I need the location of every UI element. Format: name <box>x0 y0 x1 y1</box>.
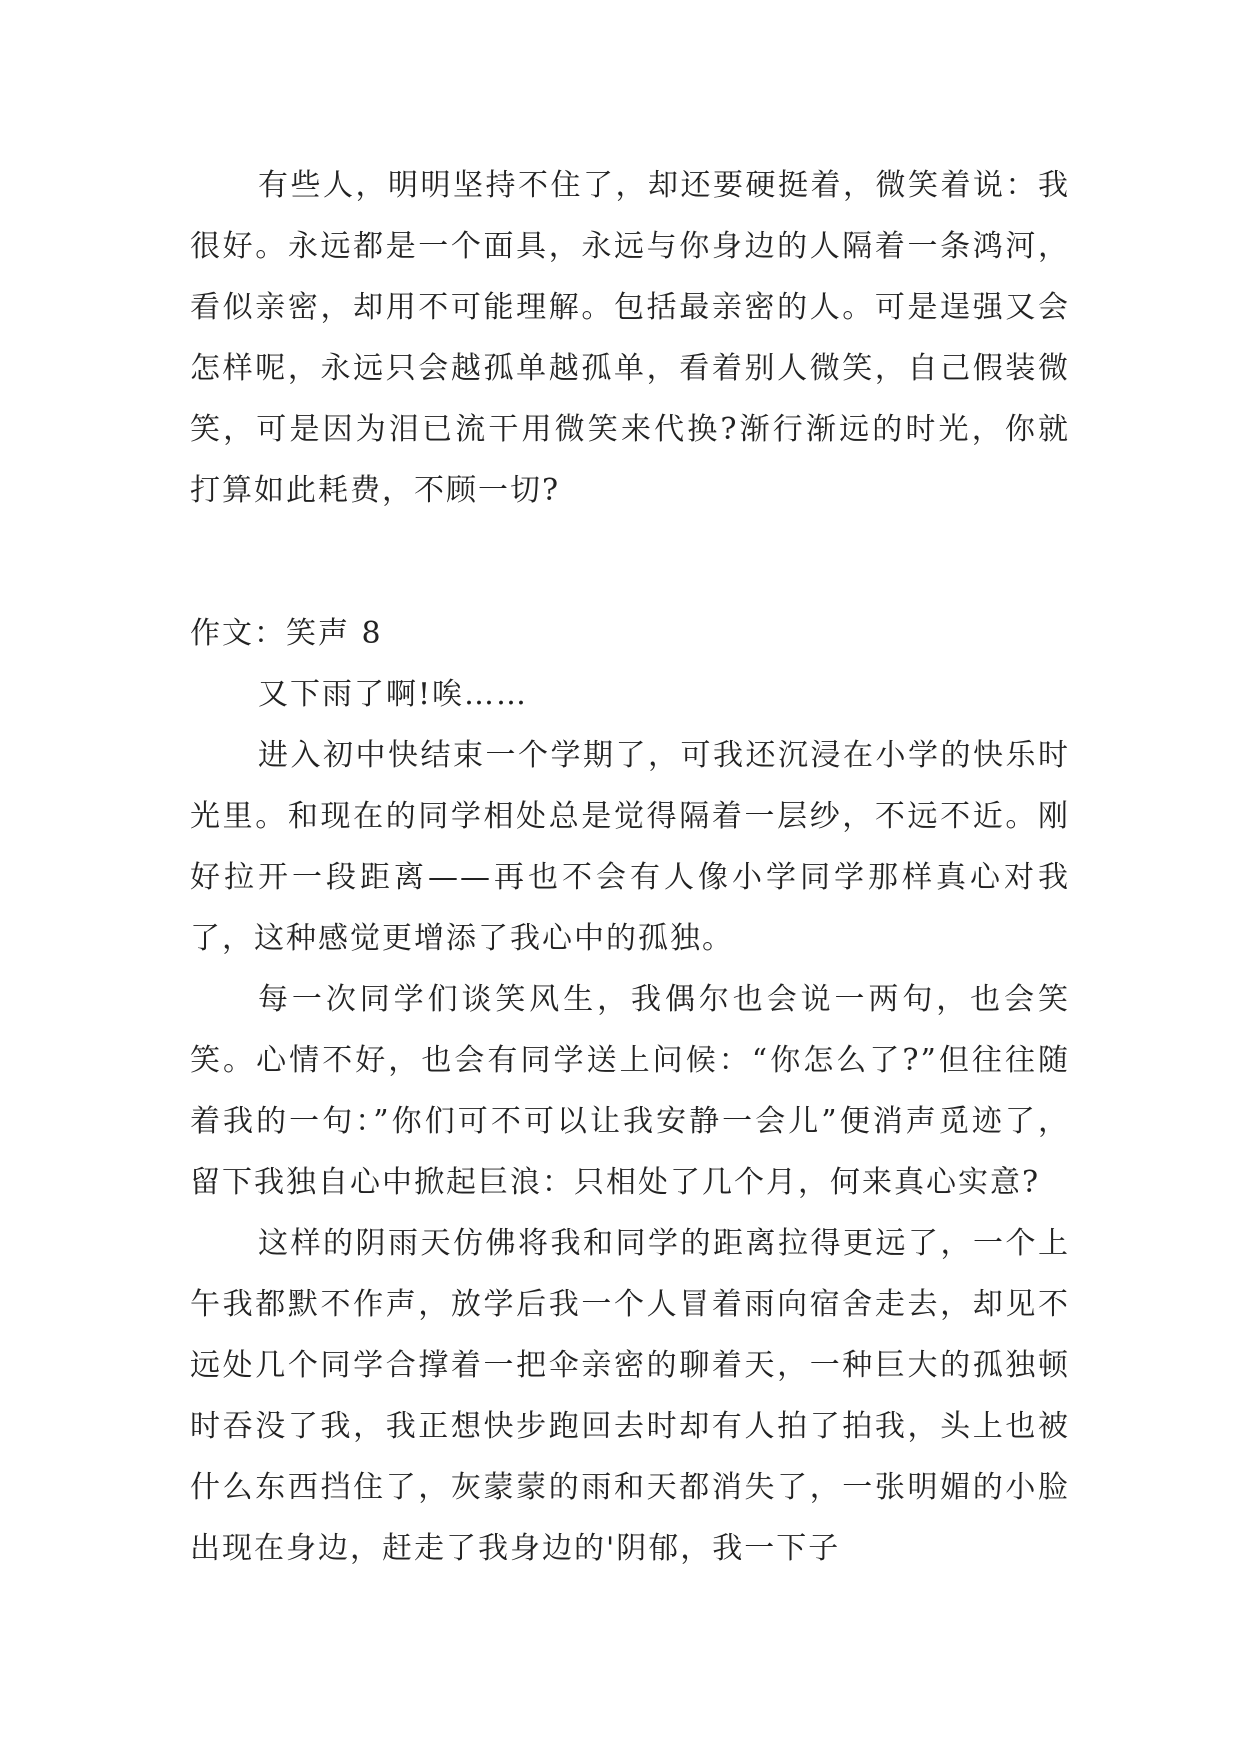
document-page <box>190 155 1070 1579</box>
paragraph-1: 有些人，明明坚持不住了，却还要硬挺着，微笑着说：我很好。永远都是一个面具，永远与你身边的人隔着一条鸿河，看似亲密，却用不可能理解。包括最亲密的人。可是逞强又会怎样呢，永远只会越孤单越孤单，看着别人微笑，自己假装微笑，可是因为泪已流干用微笑来代换?渐行渐远的时光，你就打算如此耗费，不顾一切? <box>190 168 1070 508</box>
paragraph-3: 进入初中快结束一个学期了，可我还沉浸在小学的快乐时光里。和现在的同学相处总是觉得隔着一层纱，不远不近。刚好拉开一段距离——再也不会有人像小学同学那样真心对我了，这种感觉更增添了我心中的孤独。 <box>190 738 1070 956</box>
essay-heading: 作文：笑声 8 <box>190 616 383 651</box>
paragraph-5: 这样的阴雨天仿佛将我和同学的距离拉得更远了，一个上午我都默不作声，放学后我一个人冒着雨向宿舍走去，却见不远处几个同学合撑着一把伞亲密的聊着天，一种巨大的孤独顿时吞没了我，我正想快步跑回去时却有人拍了拍我，头上也被什么东西挡住了，灰蒙蒙的雨和天都消失了，一张明媚的小脸出现在身边，赶走了我身边的'阴郁，我一下子 <box>190 1226 1070 1566</box>
paragraph-2: 又下雨了啊!唉…… <box>258 677 529 712</box>
paragraph-4: 每一次同学们谈笑风生，我偶尔也会说一两句，也会笑笑。心情不好，也会有同学送上问候：“你怎么了?”但往往随着我的一句：”你们可不可以让我安静一会儿”便消声觅迹了，留下我独自心中掀起巨浪：只相处了几个月，何来真心实意? <box>190 982 1070 1200</box>
